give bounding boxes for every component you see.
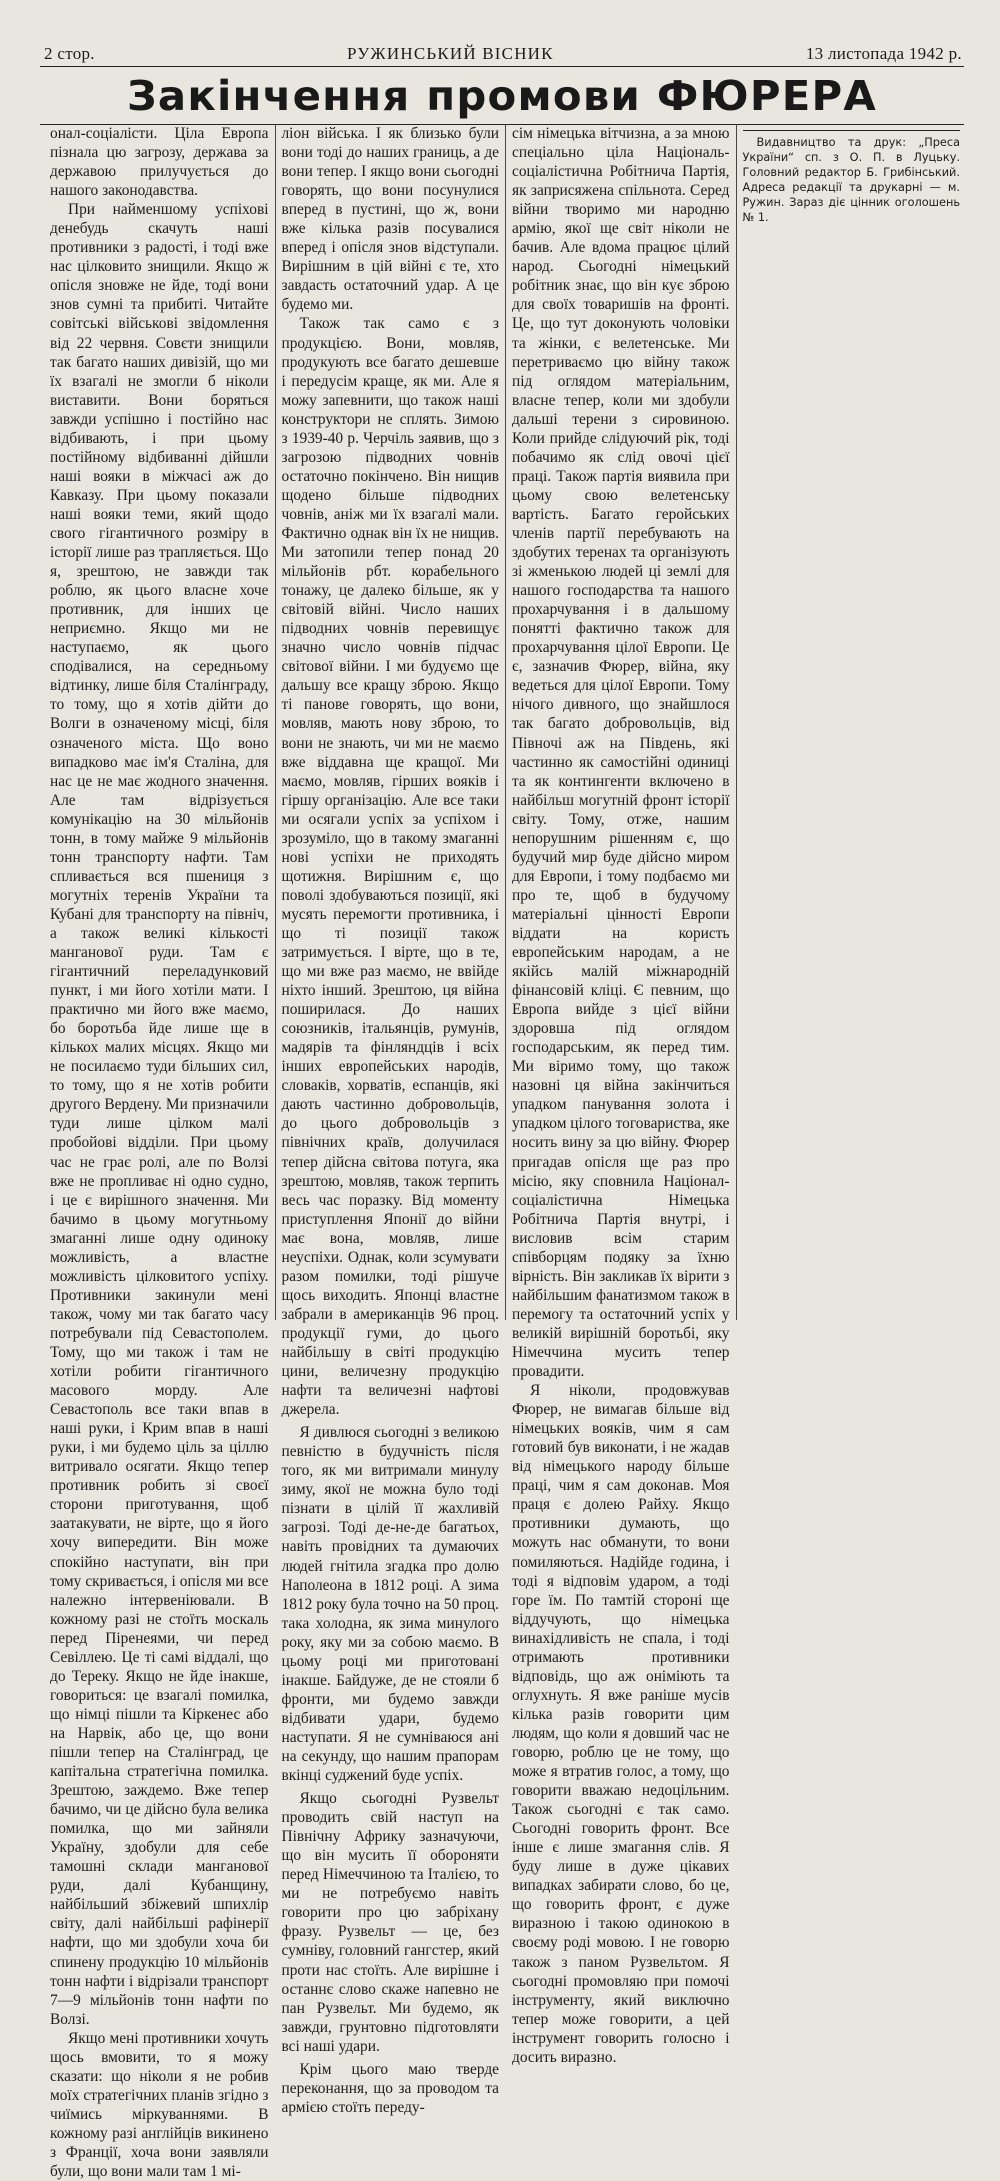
page-number: 2 стор. <box>44 44 95 63</box>
paragraph: Я ніколи, продовжував Фюрер, не вимагав більше від німецьких вояків, чим я сам готовий був виконати, і не жадав від німецького народу більше праці, чим я сам доконав. Моя праця є долею Райху. Якщо противники думають, що можуть нас обманути, то вони помиляються. Надійде година, і тоді я відповім ударом, а тоді горе їм. По тамтій стороні ще віддучують, що німецька винахідливість не спала, і тоді отримають противники відповідь, що аж оніміють та оглухнуть. Я вже раніше мусів кілька разів говорити цим людям, що коли я довший час не говорю, роблю це не тому, що може я втратив голос, а тому, що говорити вважаю недоцільним. Також сьогодні є так само. Сьогодні говорить фронт. Все інше є лише змагання слів. Я буду лише в дуже цікавих випадках забирати слово, бо це, що говорить фронт, є дуже виразною і такою одинокою в своєму роді мовою. І не говорю також з паном Рузвельтом. Я сьогодні промовляю при помочі інструменту, який виключно тепер може говорити, а цей інструмент говорить голосно і досить виразно. <box>512 1382 730 2066</box>
column-1 <box>44 124 275 2181</box>
paragraph: онал-соціалісти. Ціла Европа пізнала цю загрозу, держава за державою прилучується до нашого законодавства. <box>50 125 269 200</box>
header-rule <box>40 66 964 67</box>
paragraph: Також так само є з продукцією. Вони, мовляв, продукують все багато дешевше і передусім краще, як ми. Але я можу запевнити, що також наші конструктори не сплять. Зимою з 1939-40 р. Черчіль заявив, що з загрозою підводних човнів остаточно покінчено. Він нищив щодено більше підводних човнів, аніж ми їх взагалі мали. Фактично однак він їх не нищив. Ми затопили тепер понад 20 мільйонів рбт. корабельного тонажу, це далеко більше, як у світовій війні. Число наших підводних човнів перевищує значно число човнів підчас світової війни. І ми будуємо ще дальшу все кращу зброю. Якщо ті панове говорять, що вони, мовляв, мають нову зброю, то вони не знають, чи ми не маємо вже віддавна ще кращої. Ми маємо, мовляв, гірших вояків і гіршу організацію. Але все таки ми осягали успіх за успіхом і зрозуміло, що в такому змаганні нові успіхи не приходять щотижня. Вирішним є, що поволі здобуваються позиції, які мусять перемогти противника, і що ті позиції також затримується. І вірте, що в те, що ми вже раз маємо, не ввійде ніхто інший. Зрештою, ця війна поширилася. До наших союзників, італьянців, румунів, мадярів та фінляндців і всіх інших европейських народів, словаків, хорватів, еспанців, які дають частинно добровольців, до цього добровольців з північних країв, долучилася тепер дійсна світова потуга, яка зрештою, мовляв, також терпить весь час поразку. Від моменту приступлення Японії до війни має вона, мовляв, лише неуспіхи. Однак, коли зсумувати разом помилки, тоді рішуче щось виходить. Японці властне забрали в американців 96 проц. продукції гуми, до цього найбільшу в світі продукцію цини, величезну продукцію нафти та величезні нафтові джерела. <box>281 315 499 1419</box>
page-header <box>44 34 962 64</box>
paragraph: Якщо мені противники хочуть щось вмовити, то я можу сказати: що ніколи я не робив моїх стратегічних планів згідно з чиїмись міркуваннями. В кожному разі англійців викинено з Франції, хоча вони заявляли були, що вони мали там 1 мі- <box>50 2029 269 2181</box>
headline: Закінчення промови ФЮРЕРА <box>126 72 878 120</box>
paragraph: Крім цього маю тверде переконання, що за проводом та армією стоїть переду- <box>281 2060 499 2116</box>
paragraph: Я дивлюся сьогодні з великою певністю в будучність після того, як ми витримали минулу зиму, якої не можна було тоді пізнати в цілій її жахливій загрозі. Тоді де-не-де багатьох, навіть провідних та думаючих людей гнітила згадка про долю Наполеона в 1812 році. А зима 1812 року була точно на 50 проц. така холодна, як зима минулого року, яку ми за собою маємо. В цьому році ми приготовані інакше. Байдуже, де не стояли б фронти, ми будемо завжди відбивати удари, будемо наступати. Я не сумніваюся ані на секунду, що нашим прапорам вкінці суджений буде успіх. <box>281 1424 499 1785</box>
column-2 <box>275 124 506 2116</box>
paragraph: При найменшому успіхові денебудь скачуть наші противники з радості, і тоді вже нас цілковито знищили. Якщо ж опісля зновже не йде, тоді вони знов сумні та прибиті. Читайте совітські військові звідомлення від 22 червня. Совєти знищили так багато наших дивізій, що ми їх взагалі не змогли б ніколи виставити. Вони боряться завжди успішно і постійно нас відбивають, і при цьому постійному відбиванні дійшли наші вояки в міжчасі аж до Кавказу. При цьому показали наші вояки теми, який щодо свого гігантичного розміру в історії лише раз трапляється. Що я, зрештою, не завжди так роблю, як цього власне хоче противник, для інших це неприємно. Якщо ми не наступаємо, як цього сподівалися, на середньому відтинку, лише біля Сталінграду, то тому, що я хотів дійти до Волги в означеному місці, біля означеного міста. Що воно випадково має ім'я Сталіна, для нас це не має жодного значення. Але там відрізується комунікацію на 30 мільйонів тонн, в тому майже 9 мільйонів тонн транспорту нафти. Там спливається вся пшениця з могутніх теренів України та Кубані для транспорту на північ, а також великі кількості манганової руди. Там є гігантичний переладунковий пункт, і ми його хотіли мати. І практично ми його вже маємо, бо боротьба йде лише ще в кількох малих місцях. Якщо ми не посилаємо туди більших сил, то тому, що я не хотів робити другого Вердену. Ми призначили туди лише цілком малі пробойові відділи. При цьому час не грає ролі, але по Волзі вже не пропливає ні одно судно, і це є вирішного значення. Ми бачимо в цьому могутньому змаганні лише одну одиноку можливість, а властне можливість цілковитого успіху. Противники закинули мені також, чому ми так багато часу потребували під Севастополем. Тому, що ми також і там не хотіли робити гігантичного масового морду. Але Севастополь все таки впав в наші руки, і Крим впав в наші руки, і ми будемо ціль за ціллю витривало осягати. Якщо тепер противник робить зі своєї сторони приготування, щоб заатакувати, не вірте, що я його хочу випередити. Він може спокійно наступати, він при тому скривається, і опісля ми все належно інтервеніювали. В кожному разі не стоїть москаль перед Піренеями, чи перед Севіллею. Це ті самі віддалі, що до Тереку. Якщо не йде інакше, говориться: це взагалі помилка, що німці пішли та Кіркенес або на Нарвік, або це, що вони пішли тепер на Сталінград, це капітальна стратегічна помилка. Зрештою, заждемо. Вже тепер бачимо, чи це дійсно була велика помилка, що ми зайняли Україну, здобули для себе тамошні склади манганової руди, далі Кубанщину, найбільший збіжевий шпихлір світу, далі найбільші рафінерії нафти, що ми здобули хоча би спинену продукцію 10 мільйонів тонн нафти і відрізали транспорт 7—9 мільйонів тонн нафти по Волзі. <box>50 201 269 2028</box>
issue-date: 13 листопада 1942 р. <box>805 44 962 63</box>
paragraph: сім німецька вітчизна, а за мною спеціально ціла Національ-соціалістична Робітнича Партія, як заприсяжена спільнота. Серед війни творимо ми народню армію, якої ще світ ніколи не бачив. Але вдома працює цілий народ. Сьогодні німецький робітник знає, що він кує зброю для своїх товаришів на фронті. Це, що тут доконують чоловіки та жінки, є велетенське. Ми перетриваємо цю війну також під оглядом матеріальним, власне тепер, коли ми здобули дальші терени з сировиною. Коли прийде слідуючий рік, тоді побачимо як слід овочі цієї праці. Також партія виявила при цьому свою велетенську вартість. Багато геройських членів партії перебувають на здобутих теренах та організують зі жменькою людей ці землі для нашого господарства та нашого прохарчування і в дальшому понятті фактично також для прохарчування цілої Европи. Це є, зазначив Фюрер, війна, яку ведеться для цілої Европи. Тому нічого дивного, що знайшлося так багато добровольців, від Півночі аж на Південь, які частинно як самостійні одиниці та як контингенти включено в найбільш могутній фронт історії світу. Тому, отже, нашим непорушним рішенням є, що будучий мир буде дійсно миром для Европи, і тому подбаємо ми про те, щоб в будучому матеріальні цінності Европи віддати на користь европейським народам, а не якійсь малій міжнародній фінансовій кліці. Є певним, що Европа вийде з цієї війни здоровша під оглядом господарським, як перед тим. Ми віримо тому, що також назовні ця війна закінчиться упадком панування золота і упадком цілого тоговариства, яке носить вину за цю війну. Фюрер пригадав опісля ще раз про місію, яку сповнила Націонал-соціалістична Німецька Робітнича Партія внутрі, і висловив всім старим співборцям подяку за їхню вірність. Він закликав їх вірити з найбільшим фанатизмом також в перемогу та остаточний успіх у великій вирішній боротьбі, яку Німеччина мусить тепер провадити. <box>512 125 730 1381</box>
article-columns <box>44 124 966 2181</box>
imprint: Видавництво та друк: „Преса України“ сп. з О. П. в Луцьку. Головний редактор Б. Грибінський. Адреса редакції та друкарні — м. Ружин. Зараз діє цінник оголошень № 1. <box>743 130 961 225</box>
column-4 <box>736 124 967 1320</box>
column-3 <box>505 124 736 2066</box>
paragraph: Якщо сьогодні Рузвельт проводить свій наступ на Північну Африку зазначуючи, що він мусить її обороняти перед Німеччиною та Італією, то ми не потребуємо навіть говорити про цю забріхану фразу. Рузвельт — це, без сумніву, головний гангстер, який проти нас стоїть. Але вирішне і останнє слово скаже напевно не пан Рузвельт. Ми будемо, як завжди, грунтовно підготовляти всі наші удари. <box>281 1790 499 2055</box>
masthead: РУЖИНСЬКИЙ ВІСНИК <box>346 44 554 63</box>
paragraph: ліон війська. І як близько були вони тоді до наших границь, а де вони тепер. І якщо вони сьогодні говорять, що вони посунулися вперед в пустині, що ж, вони вже кілька разів посувалися вперед і опісля знов відступали. Вирішним в цій війні є те, хто завдасть остаточний удар. А це будемо ми. <box>281 125 499 314</box>
